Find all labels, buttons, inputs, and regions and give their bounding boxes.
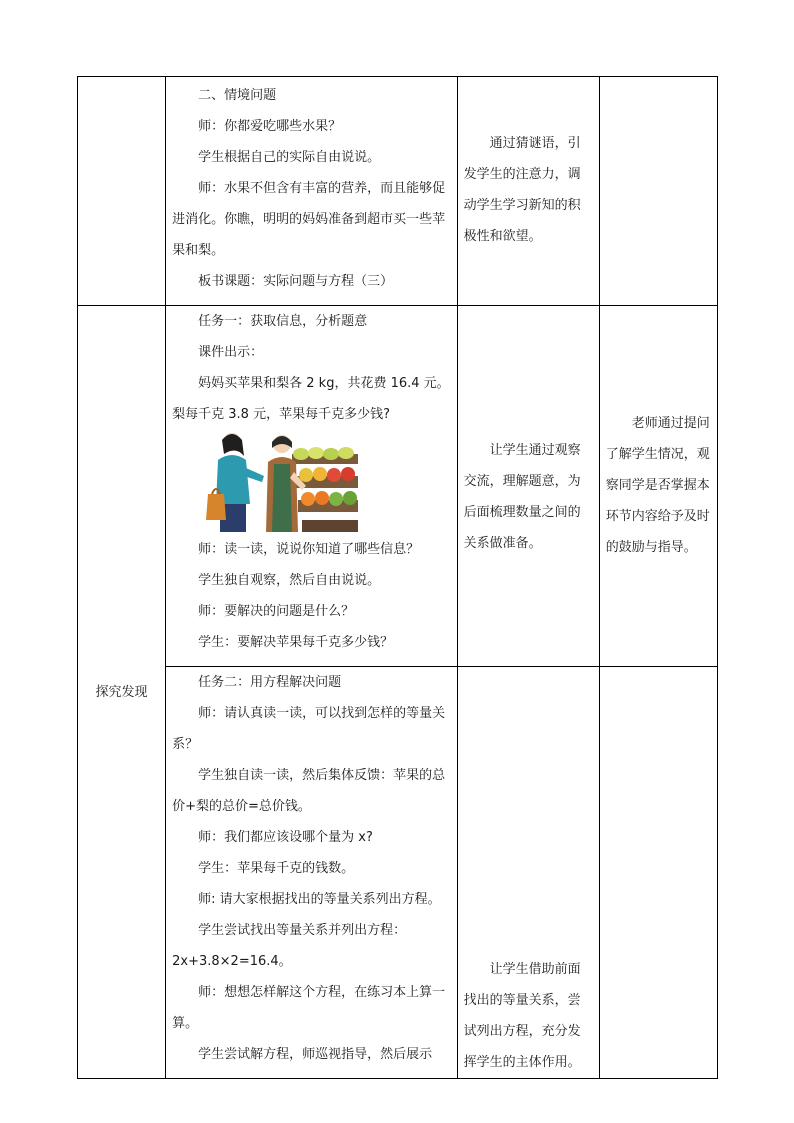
paragraph: 学生独自读一读，然后集体反馈：苹果的总价+梨的总价=总价钱。 <box>172 768 446 814</box>
design-note: 让学生借助前面找出的等量关系，尝试列出方程，充分发挥学生的主体作用。 <box>463 962 581 1070</box>
lesson-plan-table <box>77 76 718 1079</box>
paragraph: 学生根据自己的实际自由说说。 <box>198 150 381 165</box>
paragraph: 师：我们都应该设哪个量为 x? <box>198 830 373 845</box>
paragraph: 师：想想怎样解这个方程，在练习本上算一算。 <box>172 985 446 1031</box>
teacher-note-cell <box>599 306 717 667</box>
design-note-cell <box>457 77 599 306</box>
paragraph: 任务一：获取信息，分析题意 <box>198 314 368 329</box>
design-note: 让学生通过观察交流，理解题意，为后面梳理数量之间的关系做准备。 <box>463 443 581 551</box>
paragraph: 二、情境问题 <box>198 88 277 103</box>
section-cell-empty <box>78 77 166 306</box>
paragraph: 师：你都爱吃哪些水果？ <box>198 119 342 134</box>
content-cell-task-two <box>166 667 457 1079</box>
illustration-mother-and-vendor-at-fruit-stand <box>172 430 450 534</box>
design-note-cell <box>457 306 599 667</box>
paragraph: 师：要解决的问题是什么？ <box>198 604 355 619</box>
design-note-cell <box>457 667 599 1079</box>
paragraph: 任务二：用方程解决问题 <box>198 675 342 690</box>
content-cell-situation <box>166 77 457 306</box>
row-task-one <box>78 306 718 667</box>
paragraph: 课件出示： <box>198 345 264 360</box>
teacher-note: 老师通过提问了解学生情况，观察同学是否掌握本环节内容给予及时的鼓励与指导。 <box>605 415 710 555</box>
paragraph: 学生独自观察，然后自由说说。 <box>198 573 381 588</box>
section-label-cell <box>78 306 166 1079</box>
paragraph: 师：水果不但含有丰富的营养，而且能够促进消化。你瞧，明明的妈妈准备到超市买一些苹果和梨。 <box>172 181 446 258</box>
teacher-note-cell-empty <box>599 667 717 1079</box>
paragraph: 学生：要解决苹果每千克多少钱？ <box>198 635 394 650</box>
content-cell-task-one <box>166 306 457 667</box>
teacher-note-cell-empty <box>599 77 717 306</box>
paragraph: 妈妈买苹果和梨各 2 kg，共花费 16.4 元。梨每千克 3.8 元，苹果每千克多少钱? <box>172 376 450 422</box>
paragraph: 学生尝试找出等量关系并列出方程：2x+3.8×2=16.4。 <box>172 923 407 969</box>
row-task-two <box>78 667 718 1079</box>
paragraph: 板书课题：实际问题与方程（三） <box>198 274 394 289</box>
paragraph: 师：读一读，说说你知道了哪些信息？ <box>198 542 420 557</box>
paragraph: 学生：苹果每千克的钱数。 <box>198 861 355 876</box>
design-note: 通过猜谜语，引发学生的注意力，调动学生学习新知的积极性和欲望。 <box>463 136 581 244</box>
paragraph: 师：请认真读一读，可以找到怎样的等量关系？ <box>172 706 446 752</box>
paragraph: 师: 请大家根据找出的等量关系列出方程。 <box>198 892 441 907</box>
paragraph: 学生尝试解方程，师巡视指导，然后展示 <box>198 1047 433 1062</box>
row-situation <box>78 77 718 306</box>
section-label: 探究发现 <box>95 684 148 700</box>
